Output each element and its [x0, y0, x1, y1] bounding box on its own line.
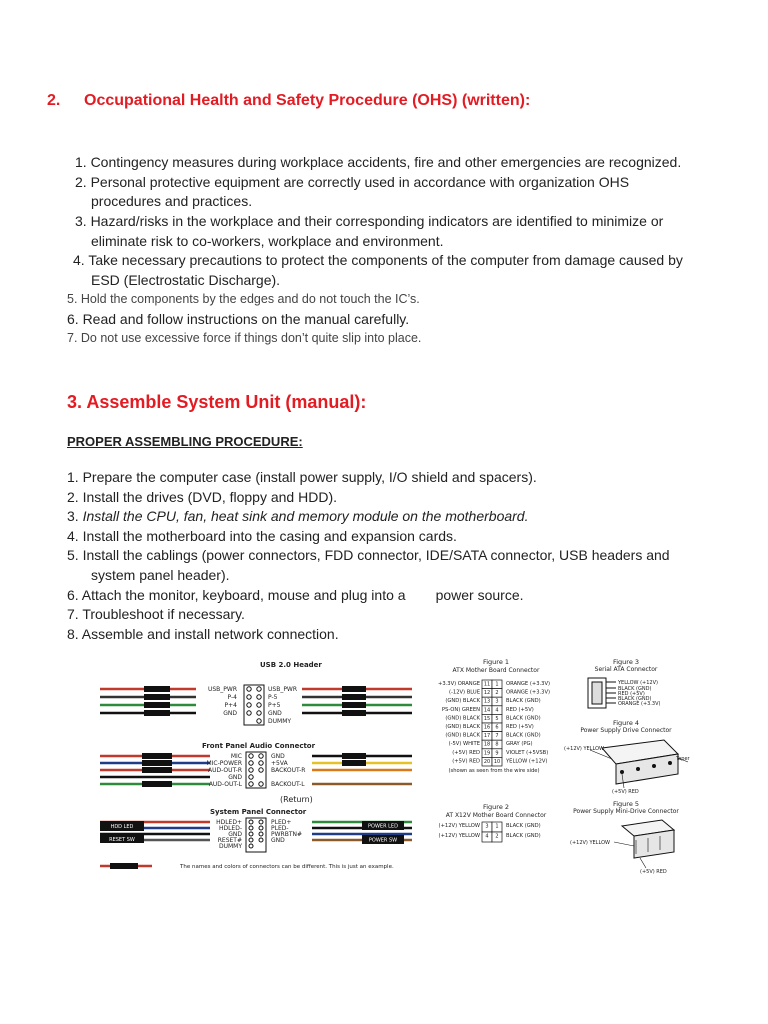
audio-right-2: +5VA [271, 760, 288, 767]
ohs-item-6: 6. Read and follow instructions on the manual carefully. [67, 311, 410, 327]
fig1-left-label: (+5V) RED [452, 749, 480, 756]
section2-number: 2. [47, 92, 61, 109]
fig3-subtitle: Serial ATA Connector [594, 666, 658, 673]
syspanel-left-5: DUMMY [218, 843, 242, 850]
fig1-pin-number: 2 [495, 690, 499, 697]
fig1-right-label: RED (+5V) [506, 706, 534, 713]
fig1-pin-number: 16 [483, 724, 491, 731]
figure2-atx12v-connector [439, 803, 547, 842]
fig1-pin-number: 18 [483, 741, 491, 748]
fig1-pin-number: 10 [493, 758, 501, 765]
system-panel-group [100, 808, 412, 870]
fig1-right-label: VIOLET (+5VSB) [506, 749, 549, 756]
usb-right-1: USB_PWR [268, 686, 298, 693]
fig1-pin-number: 3 [495, 698, 499, 705]
audio-right-3: BACKOUT-R [271, 767, 306, 774]
fig1-right-label: GRAY (PG) [506, 741, 533, 748]
step-3-number: 3. [67, 508, 79, 524]
step-6-end: power source. [435, 587, 524, 603]
audio-left-5: AUD-OUT-L [208, 781, 242, 788]
fig3-label-5: ORANGE (+3.3V) [618, 701, 661, 707]
fig1-pin-number: 13 [483, 698, 491, 705]
figure4-drive-connector [564, 719, 691, 795]
connector-pinout-diagram [92, 656, 694, 882]
ohs-item-2-cont: procedures and practices. [91, 193, 253, 209]
fig3-label-2: BLACK (GND) [618, 686, 652, 692]
step-4: 4. Install the motherboard into the casing and expansion cards. [67, 528, 457, 544]
step-5-cont: system panel header). [91, 567, 230, 583]
figure1-atx-connector [438, 658, 550, 774]
syspanel-right-1: PLED+ [271, 819, 292, 826]
fig1-left-label: (GND) BLACK [445, 715, 480, 722]
fig2-subtitle: AT X12V Mother Board Connector [445, 812, 547, 819]
figure3-sata-connector [588, 658, 661, 708]
fig1-pin-number: 17 [483, 733, 491, 740]
fig1-pin-number: 4 [495, 707, 499, 714]
tag-hdd-led: HDD LED [110, 824, 134, 830]
fig5-title: Figure 5 [612, 800, 640, 808]
fig1-pin-number: 11 [483, 681, 491, 688]
audio-connector-group [100, 742, 412, 804]
fig1-note: (shown as seen from the wire side) [448, 768, 540, 774]
fig2-right-label: BLACK (GND) [506, 833, 541, 839]
syspanel-left-4: RESET# [217, 837, 242, 844]
usb-right-5: DUMMY [268, 718, 292, 725]
fig4-subtitle: Power Supply Drive Connector [580, 727, 672, 734]
usb-right-2: P-5 [268, 694, 278, 701]
usb-left-3: P+4 [224, 702, 237, 709]
audio-right-1: GND [271, 753, 285, 760]
fig4-label-red: (+5V) RED [612, 789, 639, 795]
procedure-subheading: PROPER ASSEMBLING PROCEDURE: [67, 434, 303, 449]
usb-left-4: GND [223, 710, 237, 717]
fig2-right-label: BLACK (GND) [506, 823, 541, 829]
fig2-pin-number: 1 [495, 823, 499, 830]
fig1-left-label: (+5V) RED [452, 758, 480, 765]
fig1-right-label: BLACK (GND) [506, 698, 541, 705]
usb-header-group [100, 661, 412, 725]
section2-title: Occupational Health and Safety Procedure (OHS) (written): [84, 92, 531, 109]
step-3 [67, 508, 528, 524]
syspanel-left-2: HDLED- [218, 825, 242, 832]
step-6-text: 6. Attach the monitor, keyboard, mouse and plug into a [67, 587, 406, 603]
usb-header-title: USB 2.0 Header [260, 661, 322, 669]
fig1-left-label: (-5V) WHITE [448, 741, 480, 748]
fig4-title: Figure 4 [612, 719, 640, 727]
fig5-subtitle: Power Supply Mini-Drive Connector [573, 808, 679, 815]
usb-left-2: P-4 [227, 694, 237, 701]
fig2-pin-number: 2 [495, 833, 499, 840]
audio-return-label: (Return) [280, 795, 313, 804]
fig1-pin-number: 6 [495, 724, 499, 731]
fig1-left-label: (-12V) BLUE [449, 689, 480, 696]
audio-left-3: AUD-OUT-R [207, 767, 242, 774]
ohs-item-1: 1. Contingency measures during workplace accidents, fire and other emergencies are recognized. [75, 154, 682, 170]
fig3-label-1: YELLOW (+12V) [618, 680, 658, 686]
ohs-item-4-cont: ESD (Electrostatic Discharge). [91, 272, 281, 288]
syspanel-right-3: PWRBTN# [271, 831, 303, 838]
usb-right-3: P+5 [268, 702, 281, 709]
fig1-pin-number: 12 [483, 690, 491, 697]
fig1-subtitle: ATX Mother Board Connector [452, 667, 540, 674]
ohs-item-4: 4. Take necessary precautions to protect the components of the computer from damage caused by [73, 252, 683, 268]
audio-left-1: MIC [230, 753, 242, 760]
fig1-pin-number: 1 [495, 681, 499, 688]
step-3-text: Install the CPU, fan, heat sink and memory module on the motherboard. [82, 508, 529, 524]
syspanel-left-1: HDLED+ [216, 819, 242, 826]
fig1-pin-number: 15 [483, 715, 491, 722]
usb-left-1: USB_PWR [207, 686, 237, 693]
ohs-item-5: 5. Hold the components by the edges and do not touch the IC’s. [67, 292, 420, 306]
step-2: 2. Install the drives (DVD, floppy and HDD). [67, 489, 337, 505]
ohs-item-7: 7. Do not use excessive force if things don’t quite slip into place. [67, 331, 422, 345]
audio-left-2: MIC-POWER [206, 760, 242, 767]
fig2-title: Figure 2 [482, 803, 510, 811]
fig2-left-label: (+12V) YELLOW [438, 833, 480, 839]
fig2-left-label: (+12V) YELLOW [438, 823, 480, 829]
fig1-right-label: ORANGE (+3.3V) [506, 681, 551, 687]
tag-power-sw: POWER SW [368, 837, 398, 844]
audio-connector-title: Front Panel Audio Connector [202, 742, 316, 750]
ohs-item-3: 3. Hazard/risks in the workplace and their corresponding indicators are identified to minimize or [75, 213, 664, 229]
fig3-label-4: BLACK (GND) [618, 696, 652, 702]
fig1-pin-number: 8 [495, 741, 499, 748]
syspanel-right-2: PLED- [271, 825, 289, 832]
fig3-label-3: RED (+5V) [618, 691, 645, 697]
fig1-pin-number: 7 [495, 733, 499, 740]
step-1: 1. Prepare the computer case (install power supply, I/O shield and spacers). [67, 469, 537, 485]
fig1-pin-number: 5 [495, 715, 499, 722]
ohs-item-2: 2. Personal protective equipment are correctly used in accordance with organization OHS [75, 174, 630, 190]
system-panel-title: System Panel Connector [210, 808, 307, 816]
tag-power-led: POWER LED [368, 823, 398, 830]
fig1-right-label: RED (+5V) [506, 724, 534, 730]
fig1-left-label: (GND) BLACK [445, 698, 480, 705]
fig4-label-yellow: (+12V) YELLOW [564, 746, 604, 752]
step-5: 5. Install the cablings (power connectors, FDD connector, IDE/SATA connector, USB headers and [67, 547, 670, 563]
fig2-pin-table [439, 822, 541, 842]
fig1-left-label: (GND) BLACK [445, 724, 480, 730]
fig2-pin-number: 4 [485, 833, 489, 840]
fig1-right-label: YELLOW (+12V) [506, 758, 548, 765]
fig5-label-red: (+5V) RED [640, 869, 667, 875]
fig1-left-label: PS-ON) GREEN [441, 706, 480, 713]
tag-reset-sw: RESET SW [109, 837, 135, 843]
fig1-left-label: +3.3V) ORANGE [437, 681, 480, 687]
ohs-item-3-cont: eliminate risk to co-workers, workplace and environment. [91, 233, 444, 249]
fig1-pin-number: 19 [483, 750, 491, 757]
step-7: 7. Troubleshoot if necessary. [67, 606, 245, 622]
fig1-right-label: ORANGE (+3.3V) [506, 689, 551, 696]
syspanel-left-3: GND [228, 831, 242, 838]
fig1-pin-number: 20 [483, 758, 491, 765]
fig1-pin-table [438, 680, 550, 766]
fig5-label-yellow: (+12V) YELLOW [570, 840, 610, 846]
syspanel-right-4: GND [271, 837, 285, 844]
figure5-mini-drive-connector [570, 800, 679, 875]
step-6 [67, 587, 524, 603]
fig1-left-label: (GND) BLACK [445, 732, 480, 739]
usb-right-4: GND [268, 710, 282, 717]
fig3-title: Figure 3 [612, 658, 640, 666]
fig2-pin-number: 3 [485, 823, 489, 830]
fig1-pin-number: 14 [483, 707, 491, 714]
audio-right-5: BACKOUT-L [271, 781, 305, 788]
fig4-label-taper: Taper [676, 756, 690, 762]
fig1-right-label: BLACK (GND) [506, 732, 541, 739]
fig1-right-label: BLACK (GND) [506, 715, 541, 722]
fig1-pin-number: 9 [495, 750, 499, 757]
step-8: 8. Assemble and install network connection. [67, 626, 339, 642]
diagram-footnote: The names and colors of connectors can be different. This is just an example. [180, 864, 394, 870]
section3-title: 3. Assemble System Unit (manual): [67, 392, 367, 412]
fig1-title: Figure 1 [482, 658, 510, 666]
audio-left-4: GND [228, 774, 242, 781]
